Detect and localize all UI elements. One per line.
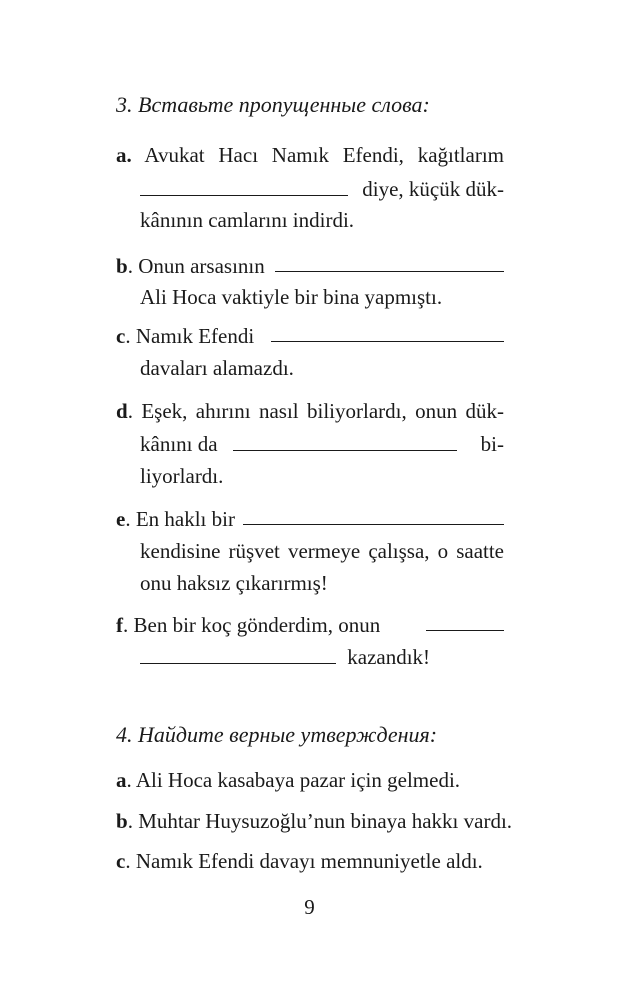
item-letter: f [116, 613, 123, 637]
section-4-heading: 4. Найдите верные утверждения: [116, 722, 438, 747]
item-3e-line-2: kendisine rüşvet vermeye çalışsa, o saatte [140, 539, 504, 563]
item-3d-line-3: liyorlardı. [140, 464, 224, 488]
item-text: . Ben bir koç gönderdim, onun [123, 613, 381, 637]
item-letter: c [116, 849, 126, 873]
item-letter: a [116, 768, 127, 792]
item-3d-line-2 [140, 431, 504, 457]
statement-4b [116, 808, 512, 834]
item-3a-line-1 [116, 142, 504, 168]
item-letter: e [116, 507, 126, 531]
fill-in-blank [140, 177, 348, 196]
fill-in-blank [426, 612, 504, 631]
fill-in-blank [271, 323, 504, 342]
item-text: kazandık! [347, 645, 431, 669]
item-text: . Namık Efendi [125, 324, 255, 348]
statement-4c [116, 848, 483, 874]
item-3f-line-2 [140, 644, 430, 670]
fill-in-blank [140, 645, 336, 664]
item-text: . Eşek, ahırını nasıl biliyorlardı, onun dük- [127, 399, 504, 423]
item-letter: b [116, 809, 128, 833]
item-3e-line-3: onu haksız çıkarırmış! [140, 571, 328, 595]
item-letter: b [116, 254, 128, 278]
item-text: . Onun arsasının [127, 254, 265, 278]
item-3c-line-2: davaları alamazdı. [140, 356, 294, 380]
item-3a-line-3: kânının camlarını indirdi. [140, 208, 355, 232]
section-3-heading: 3. Вставьте пропущенные слова: [116, 92, 430, 117]
item-text: . Ali Hoca kasabaya pazar için gelmedi. [126, 768, 461, 792]
item-text: . En haklı bir [125, 507, 235, 531]
item-3e-line-1 [116, 506, 504, 532]
item-text: bi- [480, 432, 504, 456]
fill-in-blank [233, 432, 457, 451]
item-3a-line-2 [140, 176, 504, 202]
item-letter: a. [116, 143, 132, 167]
item-3f-line-1 [116, 612, 504, 638]
item-text: kânını da [140, 432, 218, 456]
item-text: . Muhtar Huysuzoğlu’nun binaya hakkı vardı. [127, 809, 513, 833]
page-number: 9 [304, 895, 315, 919]
statement-4a [116, 767, 460, 793]
item-3c-line-1 [116, 323, 504, 349]
item-text: Avukat Hacı Namık Efendi, kağıtlarım [144, 143, 505, 167]
item-letter: d [116, 399, 128, 423]
item-letter: c [116, 324, 126, 348]
item-text: diye, küçük dük- [362, 177, 504, 201]
item-3b-line-2: Ali Hoca vaktiyle bir bina yapmıştı. [140, 285, 443, 309]
fill-in-blank [243, 506, 504, 525]
fill-in-blank [275, 253, 504, 272]
item-3d-line-1 [116, 398, 504, 424]
item-text: . Namık Efendi davayı memnuniyetle aldı. [125, 849, 483, 873]
item-3b-line-1 [116, 253, 504, 279]
